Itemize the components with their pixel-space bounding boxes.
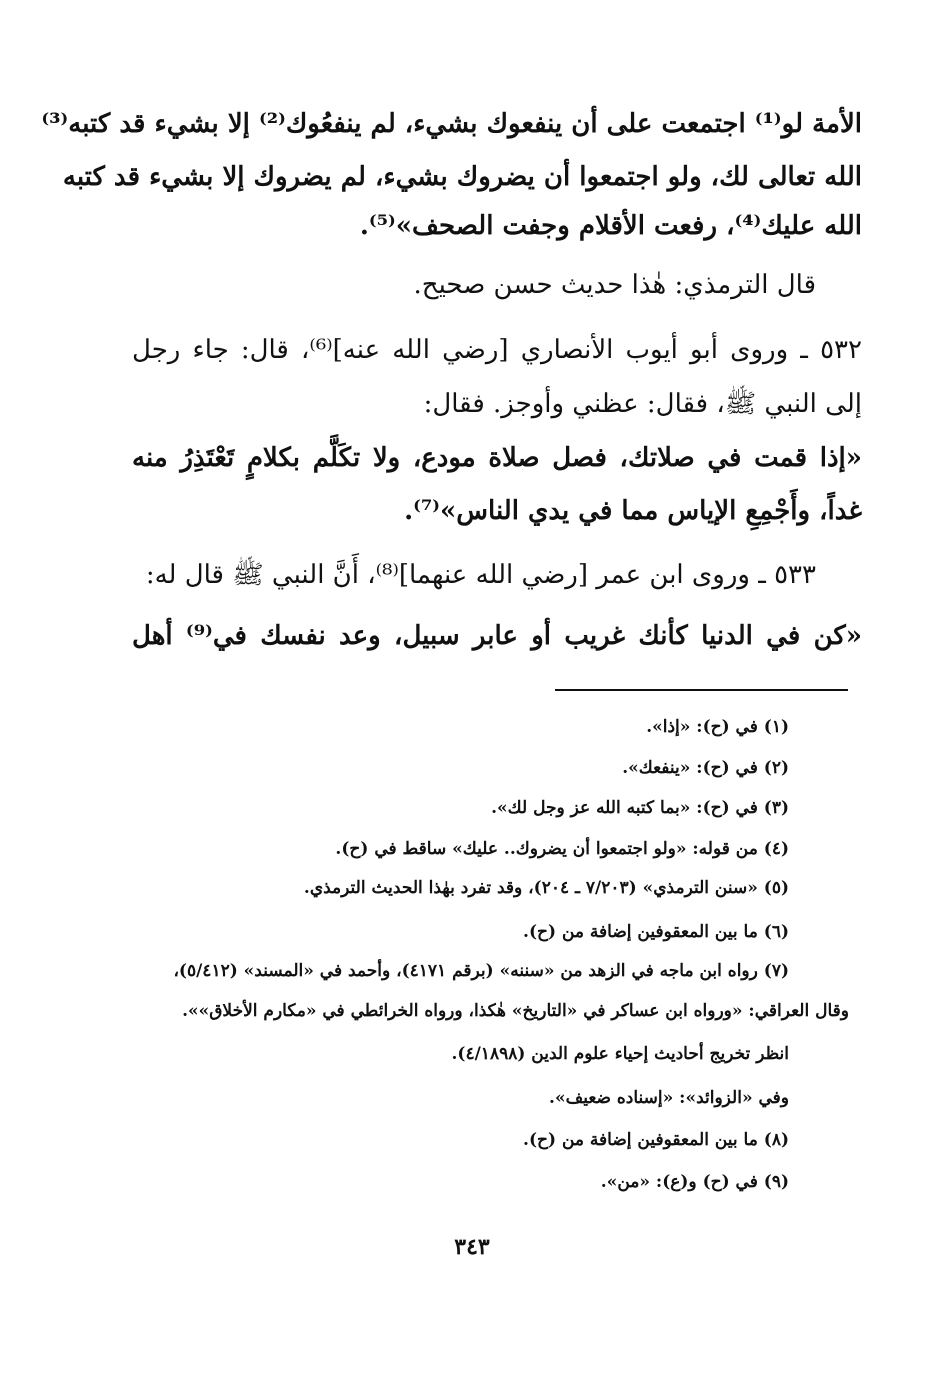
- footnote-9: (٩) في (ح) و(ع): «من».: [600, 1172, 789, 1192]
- footnote-7-line-3: انظر تخريج أحاديث إحياء علوم الدين (٤/١٨٩٨).: [451, 1044, 789, 1064]
- footnote-4: (٤) من قوله: «ولو اجتمعوا أن يضروك.. عليك» ساقط في (ح).: [335, 839, 789, 859]
- tirmidhi-verdict: قال الترمذي: هٰذا حديث حسن صحيح.: [413, 270, 816, 300]
- hadith-532-line-3: «إذا قمت في صلاتك، فصل صلاة مودع، ولا تكَلَّم بكلامٍ تَعْتَذِرُ منه: [132, 443, 863, 473]
- footnote-8: (٨) ما بين المعقوفين إضافة من (ح).: [523, 1130, 789, 1150]
- footnote-separator: [555, 689, 848, 691]
- footnote-6: (٦) ما بين المعقوفين إضافة من (ح).: [523, 922, 789, 942]
- footnote-7-line-4: وفي «الزوائد»: «إسناده ضعيف».: [549, 1088, 789, 1108]
- main-text-line-1: الأمة لو⁽¹⁾ اجتمعت على أن ينفعوك بشيء، لم ينفعُوك⁽²⁾ إلا بشيء قد كتبه⁽³⁾: [41, 109, 862, 139]
- hadith-532-line-4: غداً، وأَجْمِعِ الإياس مما في يدي الناس»⁽⁷⁾.: [404, 496, 862, 526]
- footnote-1: (١) في (ح): «إذا».: [646, 717, 789, 737]
- main-text-line-2: الله تعالى لك، ولو اجتمعوا أن يضروك بشيء، لم يضروك إلا بشيء قد كتبه: [62, 162, 862, 192]
- footnote-7-line-1: (٧) رواه ابن ماجه في الزهد من «سننه» (برقم ٤١٧١)، وأحمد في «المسند» (٥/٤١٢)،: [173, 961, 789, 981]
- footnote-3: (٣) في (ح): «بما كتبه الله عز وجل لك».: [491, 798, 789, 818]
- footnote-5: (٥) «سنن الترمذي» (٧/٢٠٣ ـ ٢٠٤)، وقد تفرد بهٰذا الحديث الترمذي.: [303, 878, 789, 898]
- hadith-533-line-1: ٥٣٣ ـ وروى ابن عمر [رضي الله عنهما]⁽⁸⁾، أَنَّ النبي ﷺ قال له:: [145, 560, 816, 590]
- hadith-532-line-1: ٥٣٢ ـ وروى أبو أيوب الأنصاري [رضي الله عنه]⁽⁶⁾، قال: جاء رجل: [132, 335, 862, 365]
- page-number: ٣٤٣: [454, 1234, 490, 1260]
- footnote-7-line-2: وقال العراقي: «ورواه ابن عساكر في «التاريخ» هٰكذا، ورواه الخرائطي في «مكارم الأخلاق»».: [182, 1001, 849, 1021]
- footnote-2: (٢) في (ح): «ينفعك».: [622, 758, 789, 778]
- main-text-line-3: الله عليك⁽⁴⁾، رفعت الأقلام وجفت الصحف»⁽⁵⁾.: [359, 211, 862, 241]
- hadith-532-line-2: إلى النبي ﷺ، فقال: عظني وأوجز. فقال:: [423, 389, 862, 419]
- hadith-533-line-2: «كن في الدنيا كأنك غريب أو عابر سبيل، وعد نفسك في⁽⁹⁾ أهل: [132, 621, 863, 651]
